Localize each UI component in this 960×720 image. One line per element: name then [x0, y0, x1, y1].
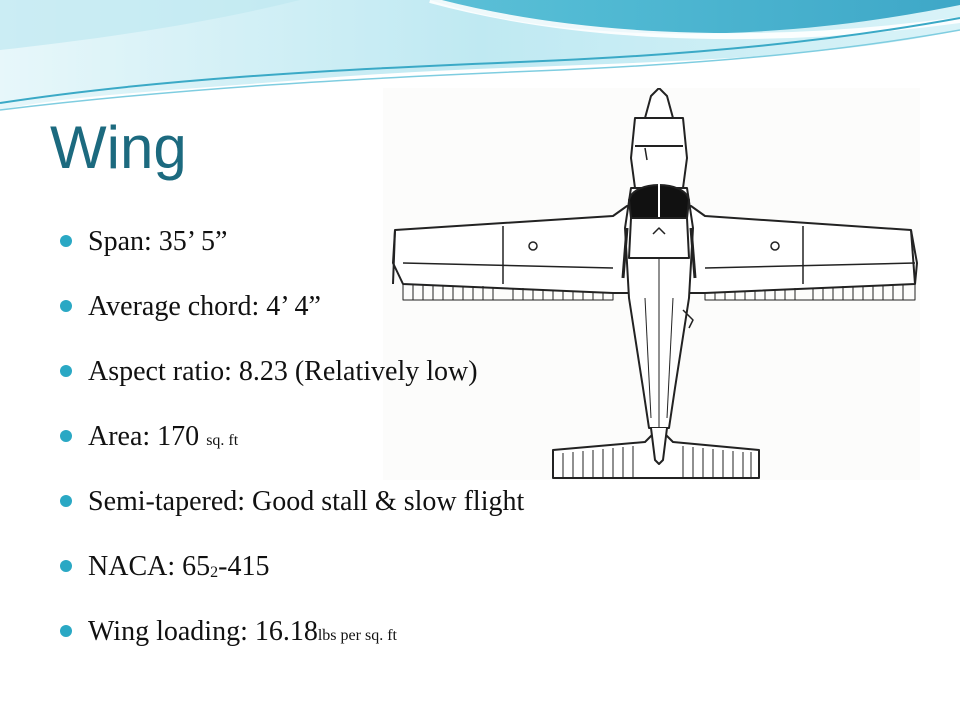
- bullet-text: Area: 170: [88, 421, 207, 452]
- bullet-average-chord: [60, 287, 524, 352]
- bullet-text: Average chord: 4’ 4”: [88, 291, 321, 322]
- slide-title: Wing: [50, 114, 187, 181]
- bullet-icon: [60, 560, 72, 572]
- bullet-area: [60, 417, 524, 482]
- bullet-semi-tapered: [60, 482, 524, 547]
- bullet-unit: lbs per sq. ft: [317, 627, 397, 644]
- bullet-naca: [60, 547, 524, 612]
- bullet-icon: [60, 625, 72, 637]
- bullet-icon: [60, 365, 72, 377]
- bullet-text: NACA: 65: [88, 551, 211, 582]
- bullet-icon: [60, 235, 72, 247]
- bullet-aspect-ratio: [60, 352, 524, 417]
- bullet-text: Wing loading: 16.18: [88, 616, 318, 647]
- bullet-text-after: -415: [218, 551, 270, 582]
- bullet-list: [60, 222, 524, 677]
- bullet-icon: [60, 300, 72, 312]
- bullet-unit: sq. ft: [206, 432, 239, 449]
- bullet-icon: [60, 495, 72, 507]
- bullet-wing-loading: [60, 612, 524, 677]
- bullet-span: [60, 222, 524, 287]
- bullet-subscript: 2: [210, 564, 219, 581]
- bullet-text: Aspect ratio: 8.23 (Relatively low): [88, 356, 478, 387]
- bullet-text: Semi-tapered: Good stall & slow flight: [88, 486, 525, 517]
- bullet-icon: [60, 430, 72, 442]
- bullet-text: Span: 35’ 5”: [88, 226, 228, 257]
